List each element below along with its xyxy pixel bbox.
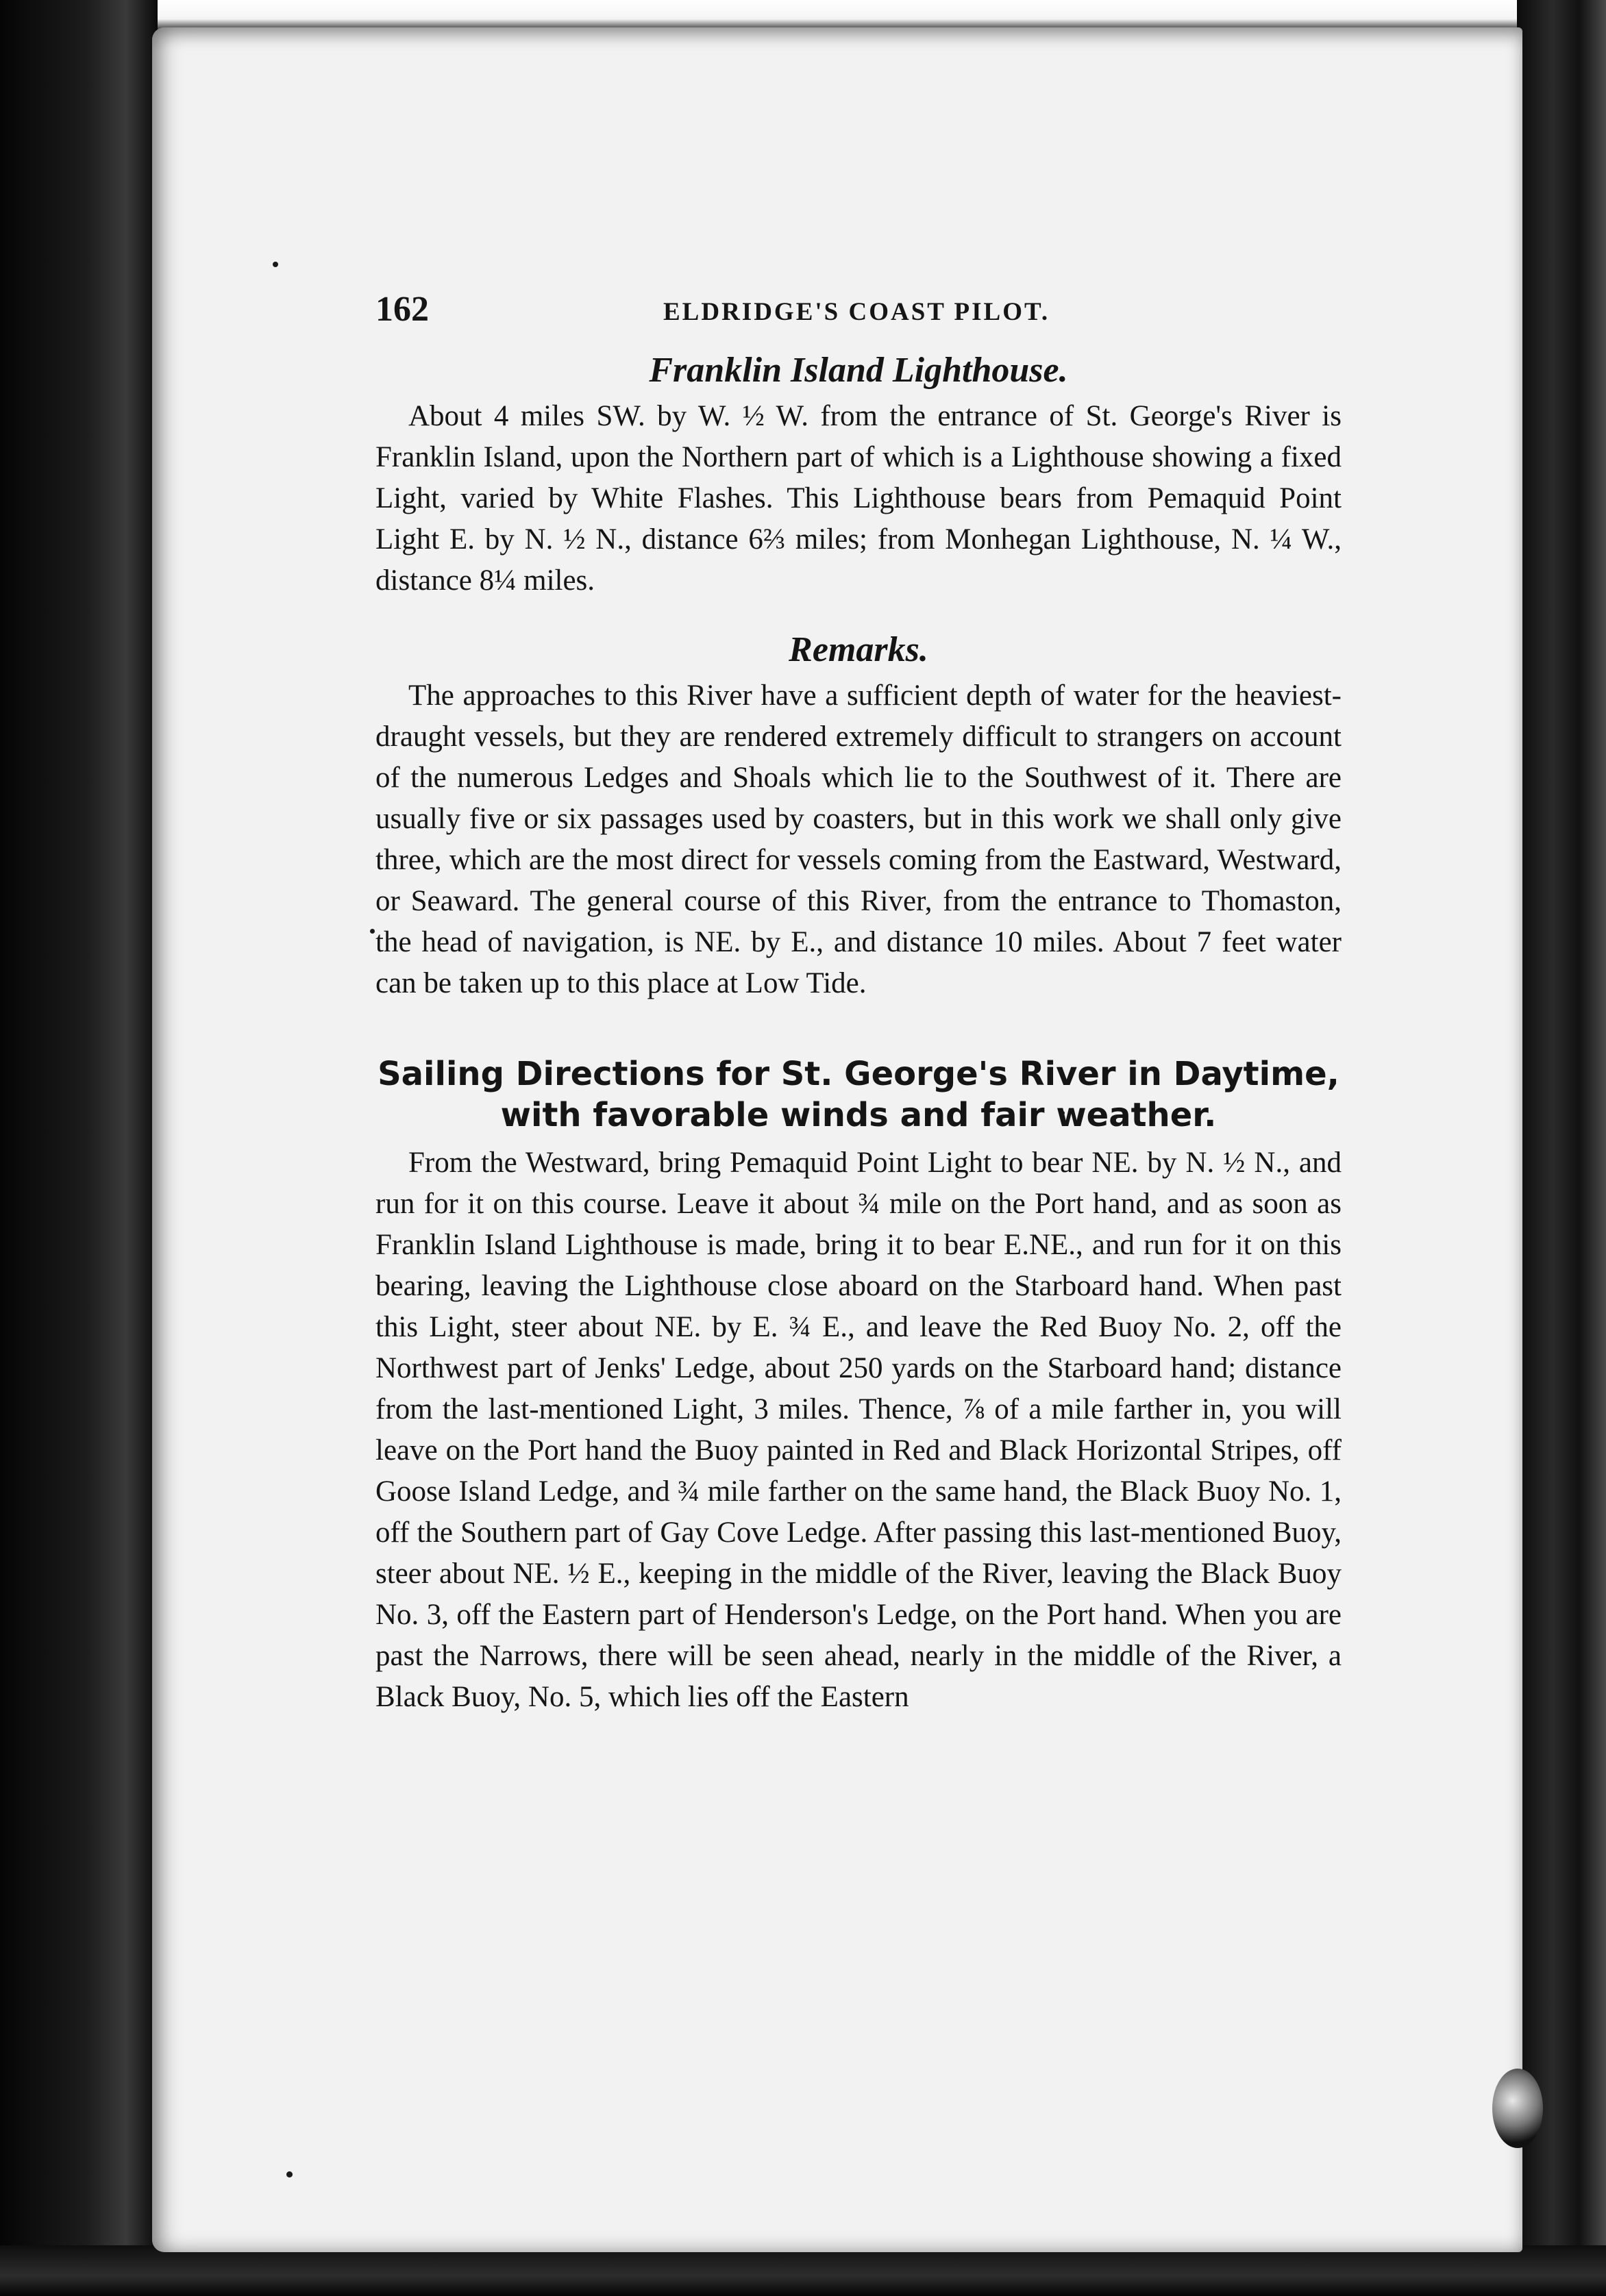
ink-speck (273, 262, 278, 267)
running-head: ELDRIDGE'S COAST PILOT. (663, 298, 1050, 326)
remarks-paragraph: The approaches to this River have a sufficient depth of water for the heaviest-draught vessels, but they are rendered extremely difficult to strangers on account of the numerous Ledges and Shoals which lie to the Southwest of it. There are usually five or six passages used by coasters, but in this work we shall only give three, which are the most direct for vessels coming from the Eastward, Westward, or Seaward. The general course of this River, from the entrance to Thomaston, the head of navigation, is NE. by E., and distance 10 miles. About 7 feet water can be taken up to this place at Low Tide. (375, 679, 1342, 999)
franklin-island-heading: Franklin Island Lighthouse. (649, 351, 1068, 390)
page-number: 162 (375, 290, 429, 329)
page-header (375, 274, 1342, 349)
book-page (375, 274, 1342, 1718)
book-edge-bottom (0, 2245, 1606, 2296)
book-binding-left (0, 0, 158, 2296)
book-clasp (1492, 2069, 1543, 2148)
ink-speck (370, 929, 375, 934)
remarks-heading: Remarks. (789, 630, 928, 669)
sailing-directions-heading: Sailing Directions for St. George's River in Daytime, with favorable winds and fair weather. (378, 1055, 1339, 1134)
book-edge-right (1517, 0, 1606, 2296)
sailing-directions-paragraph: From the Westward, bring Pemaquid Point Light to bear NE. by N. ½ N., and run for it on this course. Leave it about ¾ mile on the Port hand, and as soon as Franklin Island Lighthouse is made, bring it to bear E.NE., and run for it on this bearing, leaving the Lighthouse close aboard on the Starboard hand. When past this Light, steer about NE. by E. ¾ E., and leave the Red Buoy No. 2, off the Northwest part of Jenks' Ledge, about 250 yards on the Starboard hand; distance from the last-mentioned Light, 3 miles. Thence, ⅞ of a mile farther in, you will leave on the Port hand the Buoy painted in Red and Black Horizontal Stripes, off Goose Island Ledge, and ¾ mile farther on the same hand, the Black Buoy No. 1, off the Southern part of Gay Cove Ledge. After passing this last-mentioned Buoy, steer about NE. ½ E., keeping in the middle of the River, leaving the Black Buoy No. 3, off the Eastern part of Henderson's Ledge, on the Port hand. When you are past the Narrows, there will be seen ahead, nearly in the middle of the River, a Black Buoy, No. 5, which lies off the Eastern (375, 1147, 1342, 1713)
ink-speck (286, 2171, 293, 2178)
franklin-island-paragraph: About 4 miles SW. by W. ½ W. from the entrance of St. George's River is Franklin Island, upon the Northern part of which is a Lighthouse showing a fixed Light, varied by White Flashes. This Lighthouse bears from Pemaquid Point Light E. by N. ½ N., distance 6⅔ miles; from Monhegan Lighthouse, N. ¼ W., distance 8¼ miles. (375, 400, 1342, 597)
